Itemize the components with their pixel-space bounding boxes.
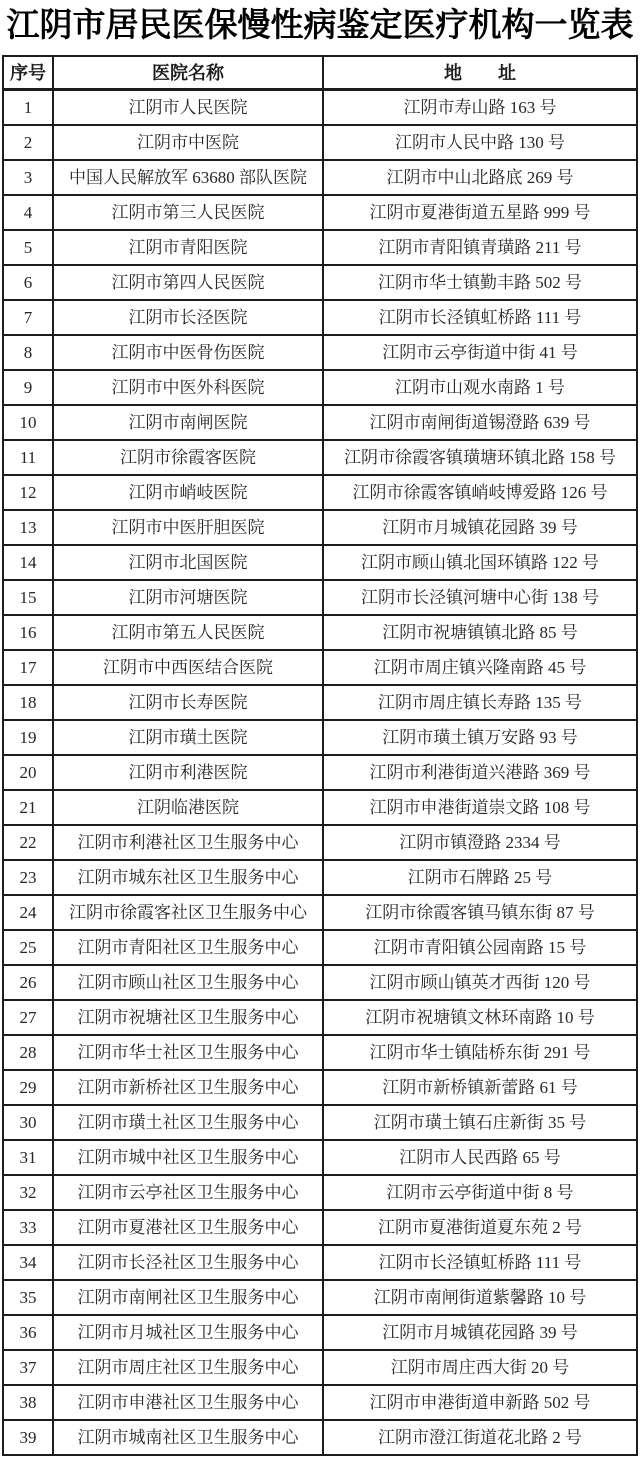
table-row xyxy=(3,510,637,545)
hospital-address: 江阴市南闸街道紫馨路 10 号 xyxy=(323,1280,637,1315)
hospital-name: 江阴市长泾医院 xyxy=(53,300,323,335)
hospital-name: 江阴市城东社区卫生服务中心 xyxy=(53,860,323,895)
row-number: 20 xyxy=(3,755,53,790)
table-row xyxy=(3,1420,637,1455)
hospital-name: 中国人民解放军 63680 部队医院 xyxy=(53,160,323,195)
hospital-name: 江阴市顾山社区卫生服务中心 xyxy=(53,965,323,1000)
hospital-address: 江阴市徐霞客镇璜塘环镇北路 158 号 xyxy=(323,440,637,475)
hospital-address: 江阴市青阳镇青璜路 211 号 xyxy=(323,230,637,265)
hospital-name: 江阴市城中社区卫生服务中心 xyxy=(53,1140,323,1175)
row-number: 16 xyxy=(3,615,53,650)
table-row xyxy=(3,1350,637,1385)
hospital-address: 江阴市周庄西大街 20 号 xyxy=(323,1350,637,1385)
hospital-name: 江阴市新桥社区卫生服务中心 xyxy=(53,1070,323,1105)
hospital-address: 江阴市长泾镇河塘中心街 138 号 xyxy=(323,580,637,615)
table-row xyxy=(3,545,637,580)
row-number: 38 xyxy=(3,1385,53,1420)
hospital-address: 江阴市祝塘镇文林环南路 10 号 xyxy=(323,1000,637,1035)
hospital-table xyxy=(2,55,638,1456)
row-number: 5 xyxy=(3,230,53,265)
table-row xyxy=(3,755,637,790)
table-row xyxy=(3,1070,637,1105)
table-row xyxy=(3,230,637,265)
hospital-name: 江阴市夏港社区卫生服务中心 xyxy=(53,1210,323,1245)
hospital-name: 江阴市利港社区卫生服务中心 xyxy=(53,825,323,860)
row-number: 7 xyxy=(3,300,53,335)
row-number: 23 xyxy=(3,860,53,895)
table-row xyxy=(3,685,637,720)
row-number: 2 xyxy=(3,125,53,160)
hospital-address: 江阴市利港街道兴港路 369 号 xyxy=(323,755,637,790)
header-index: 序号 xyxy=(3,56,53,90)
hospital-name: 江阴市长寿医院 xyxy=(53,685,323,720)
header-address: 地 址 xyxy=(323,56,637,90)
hospital-address: 江阴市长泾镇虹桥路 111 号 xyxy=(323,1245,637,1280)
table-row xyxy=(3,860,637,895)
row-number: 26 xyxy=(3,965,53,1000)
table-row xyxy=(3,370,637,405)
hospital-name: 江阴市青阳医院 xyxy=(53,230,323,265)
hospital-name: 江阴市璜土医院 xyxy=(53,720,323,755)
hospital-address: 江阴市山观水南路 1 号 xyxy=(323,370,637,405)
table-row xyxy=(3,265,637,300)
row-number: 39 xyxy=(3,1420,53,1455)
row-number: 31 xyxy=(3,1140,53,1175)
hospital-address: 江阴市徐霞客镇马镇东街 87 号 xyxy=(323,895,637,930)
hospital-name: 江阴市徐霞客医院 xyxy=(53,440,323,475)
row-number: 35 xyxy=(3,1280,53,1315)
hospital-name: 江阴市长泾社区卫生服务中心 xyxy=(53,1245,323,1280)
row-number: 15 xyxy=(3,580,53,615)
table-body xyxy=(3,90,637,1456)
row-number: 21 xyxy=(3,790,53,825)
hospital-address: 江阴市顾山镇英才西街 120 号 xyxy=(323,965,637,1000)
hospital-address: 江阴市璜土镇石庄新街 35 号 xyxy=(323,1105,637,1140)
row-number: 27 xyxy=(3,1000,53,1035)
hospital-name: 江阴临港医院 xyxy=(53,790,323,825)
row-number: 22 xyxy=(3,825,53,860)
row-number: 29 xyxy=(3,1070,53,1105)
table-row xyxy=(3,1000,637,1035)
hospital-name: 江阴市华士社区卫生服务中心 xyxy=(53,1035,323,1070)
hospital-address: 江阴市新桥镇新蕾路 61 号 xyxy=(323,1070,637,1105)
row-number: 6 xyxy=(3,265,53,300)
hospital-address: 江阴市人民西路 65 号 xyxy=(323,1140,637,1175)
hospital-name: 江阴市南闸社区卫生服务中心 xyxy=(53,1280,323,1315)
table-row xyxy=(3,300,637,335)
row-number: 12 xyxy=(3,475,53,510)
table-row xyxy=(3,930,637,965)
hospital-address: 江阴市南闸街道锡澄路 639 号 xyxy=(323,405,637,440)
hospital-name: 江阴市中医肝胆医院 xyxy=(53,510,323,545)
hospital-name: 江阴市璜土社区卫生服务中心 xyxy=(53,1105,323,1140)
hospital-name: 江阴市申港社区卫生服务中心 xyxy=(53,1385,323,1420)
row-number: 37 xyxy=(3,1350,53,1385)
row-number: 24 xyxy=(3,895,53,930)
hospital-address: 江阴市夏港街道夏东苑 2 号 xyxy=(323,1210,637,1245)
row-number: 33 xyxy=(3,1210,53,1245)
table-row xyxy=(3,1315,637,1350)
hospital-address: 江阴市华士镇勤丰路 502 号 xyxy=(323,265,637,300)
hospital-address: 江阴市月城镇花园路 39 号 xyxy=(323,510,637,545)
table-row xyxy=(3,405,637,440)
hospital-name: 江阴市第四人民医院 xyxy=(53,265,323,300)
hospital-address: 江阴市璜土镇万安路 93 号 xyxy=(323,720,637,755)
row-number: 11 xyxy=(3,440,53,475)
hospital-name: 江阴市青阳社区卫生服务中心 xyxy=(53,930,323,965)
row-number: 32 xyxy=(3,1175,53,1210)
hospital-name: 江阴市第三人民医院 xyxy=(53,195,323,230)
hospital-name: 江阴市徐霞客社区卫生服务中心 xyxy=(53,895,323,930)
hospital-address: 江阴市人民中路 130 号 xyxy=(323,125,637,160)
hospital-address: 江阴市祝塘镇镇北路 85 号 xyxy=(323,615,637,650)
hospital-address: 江阴市徐霞客镇峭岐博爱路 126 号 xyxy=(323,475,637,510)
hospital-address: 江阴市华士镇陆桥东街 291 号 xyxy=(323,1035,637,1070)
table-row xyxy=(3,615,637,650)
hospital-name: 江阴市峭岐医院 xyxy=(53,475,323,510)
row-number: 28 xyxy=(3,1035,53,1070)
hospital-address: 江阴市澄江街道花北路 2 号 xyxy=(323,1420,637,1455)
header-hospital-name: 医院名称 xyxy=(53,56,323,90)
hospital-address: 江阴市长泾镇虹桥路 111 号 xyxy=(323,300,637,335)
hospital-address: 江阴市镇澄路 2334 号 xyxy=(323,825,637,860)
hospital-address: 江阴市云亭街道中街 8 号 xyxy=(323,1175,637,1210)
hospital-name: 江阴市利港医院 xyxy=(53,755,323,790)
table-row xyxy=(3,965,637,1000)
table-row xyxy=(3,1035,637,1070)
hospital-name: 江阴市南闸医院 xyxy=(53,405,323,440)
hospital-name: 江阴市第五人民医院 xyxy=(53,615,323,650)
table-row xyxy=(3,475,637,510)
hospital-address: 江阴市顾山镇北国环镇路 122 号 xyxy=(323,545,637,580)
table-row xyxy=(3,1140,637,1175)
hospital-name: 江阴市中医骨伤医院 xyxy=(53,335,323,370)
row-number: 9 xyxy=(3,370,53,405)
hospital-address: 江阴市石牌路 25 号 xyxy=(323,860,637,895)
row-number: 3 xyxy=(3,160,53,195)
hospital-address: 江阴市申港街道崇文路 108 号 xyxy=(323,790,637,825)
table-row xyxy=(3,440,637,475)
table-row xyxy=(3,720,637,755)
table-row xyxy=(3,195,637,230)
row-number: 25 xyxy=(3,930,53,965)
table-header xyxy=(3,56,637,90)
hospital-name: 江阴市河塘医院 xyxy=(53,580,323,615)
hospital-address: 江阴市周庄镇长寿路 135 号 xyxy=(323,685,637,720)
row-number: 30 xyxy=(3,1105,53,1140)
table-row xyxy=(3,335,637,370)
hospital-name: 江阴市祝塘社区卫生服务中心 xyxy=(53,1000,323,1035)
row-number: 17 xyxy=(3,650,53,685)
table-row xyxy=(3,125,637,160)
table-row xyxy=(3,160,637,195)
hospital-address: 江阴市月城镇花园路 39 号 xyxy=(323,1315,637,1350)
row-number: 1 xyxy=(3,90,53,126)
table-row xyxy=(3,1105,637,1140)
row-number: 18 xyxy=(3,685,53,720)
table-row xyxy=(3,895,637,930)
table-row xyxy=(3,580,637,615)
hospital-name: 江阴市城南社区卫生服务中心 xyxy=(53,1420,323,1455)
hospital-name: 江阴市人民医院 xyxy=(53,90,323,126)
hospital-name: 江阴市中西医结合医院 xyxy=(53,650,323,685)
table-row xyxy=(3,790,637,825)
hospital-address: 江阴市青阳镇公园南路 15 号 xyxy=(323,930,637,965)
table-row xyxy=(3,825,637,860)
hospital-address: 江阴市寿山路 163 号 xyxy=(323,90,637,126)
row-number: 19 xyxy=(3,720,53,755)
table-row xyxy=(3,650,637,685)
table-row xyxy=(3,1175,637,1210)
hospital-address: 江阴市云亭街道中街 41 号 xyxy=(323,335,637,370)
table-row xyxy=(3,1280,637,1315)
table-row xyxy=(3,90,637,126)
hospital-name: 江阴市周庄社区卫生服务中心 xyxy=(53,1350,323,1385)
header-row xyxy=(3,56,637,90)
hospital-name: 江阴市云亭社区卫生服务中心 xyxy=(53,1175,323,1210)
hospital-name: 江阴市北国医院 xyxy=(53,545,323,580)
hospital-name: 江阴市月城社区卫生服务中心 xyxy=(53,1315,323,1350)
row-number: 13 xyxy=(3,510,53,545)
row-number: 14 xyxy=(3,545,53,580)
table-row xyxy=(3,1385,637,1420)
hospital-address: 江阴市周庄镇兴隆南路 45 号 xyxy=(323,650,637,685)
hospital-name: 江阴市中医院 xyxy=(53,125,323,160)
row-number: 34 xyxy=(3,1245,53,1280)
hospital-name: 江阴市中医外科医院 xyxy=(53,370,323,405)
table-row xyxy=(3,1210,637,1245)
row-number: 4 xyxy=(3,195,53,230)
table-row xyxy=(3,1245,637,1280)
page-title: 江阴市居民医保慢性病鉴定医疗机构一览表 xyxy=(6,8,634,44)
hospital-address: 江阴市中山北路底 269 号 xyxy=(323,160,637,195)
hospital-address: 江阴市申港街道申新路 502 号 xyxy=(323,1385,637,1420)
row-number: 36 xyxy=(3,1315,53,1350)
row-number: 10 xyxy=(3,405,53,440)
hospital-address: 江阴市夏港街道五星路 999 号 xyxy=(323,195,637,230)
row-number: 8 xyxy=(3,335,53,370)
